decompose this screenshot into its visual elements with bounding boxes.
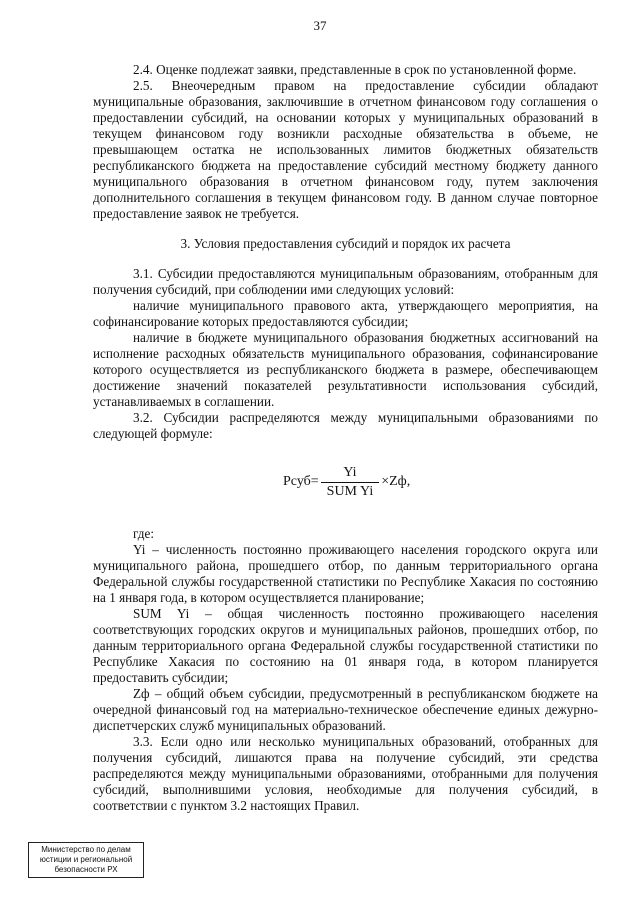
condition-item-1: наличие муниципального правового акта, утверждающего мероприятия, на софинансирование которых предоставляются субсидии; bbox=[93, 298, 598, 329]
document-body bbox=[93, 62, 598, 814]
definition-sum-yi: SUM Yi – общая численность постоянно проживающего населения соответствующих городских округов и муниципальных районов, прошедших отбор, по данным территориального органа Федеральной службы государственной статистики по Республике Хакасия по состоянию на 01 января года, в котором планируется предоставить субсидии; bbox=[93, 606, 598, 685]
paragraph-3-2: 3.2. Субсидии распределяются между муниципальными образованиями по следующей формуле: bbox=[93, 410, 598, 441]
formula-fraction bbox=[321, 464, 380, 501]
page-number: 37 bbox=[313, 18, 327, 33]
stamp-line: безопасности РХ bbox=[54, 865, 118, 874]
where-label: где: bbox=[133, 526, 154, 541]
formula-denominator: SUM Yi bbox=[326, 483, 374, 499]
formula-lhs: Pсуб= bbox=[283, 474, 319, 489]
paragraph-2-5: 2.5. Внеочередным правом на предоставление субсидии обладают муниципальные образования, заключившие в отчетном финансовом году соглашения о предоставлении субсидий, на основании которых у муниципальных образований в текущем финансовом году возникли расходные обязательства в объеме, не превышающем остатка не использованных лимитов бюджетных обязательств республиканского бюджета на предоставление субсидий местному бюджету данного муниципального образования в отчетном финансовом году, путем заключения дополнительного соглашения в текущем финансовом году. В данном случае повторное предоставление заявок не требуется. bbox=[93, 78, 598, 221]
section-heading: 3. Условия предоставления субсидий и порядок их расчета bbox=[180, 236, 511, 251]
formula-numerator: Yi bbox=[343, 464, 357, 480]
paragraph-3-1: 3.1. Субсидии предоставляются муниципальным образованиям, отобранным для получения субсидий, при соблюдении ими следующих условий: bbox=[93, 266, 598, 297]
stamp-line: юстиции и региональной bbox=[39, 855, 133, 864]
definition-zf: Zф – общий объем субсидии, предусмотренный в республиканском бюджете на очередной финансовый год на материально-техническое обеспечение единых дежурно-диспетчерских служб муниципальных образований. bbox=[93, 686, 598, 733]
condition-item-2: наличие в бюджете муниципального образования бюджетных ассигнований на исполнение расходных обязательств муниципального образования, софинансирование которого осуществляется из республиканского бюджета в размере, обеспечивающем достижение значений показателей результативности использования субсидий, устанавливаемых в соглашении. bbox=[93, 330, 598, 409]
definition-yi: Yi – численность постоянно проживающего населения городского округа или муниципального района, прошедшего отбор, по данным территориального органа Федеральной службы государственной статистики по Республике Хакасия по состоянию на 1 января года, в котором осуществляется планирование; bbox=[93, 542, 598, 605]
stamp-line: Министерство по делам bbox=[41, 845, 131, 854]
paragraph-3-3: 3.3. Если одно или несколько муниципальных образований, отобранных для получения субсидий, лишаются права на получение субсидий, эти средства распределяются между муниципальными образованиями, отобранными для получения субсидий, выполнившими условия, необходимые для получения субсидий, в соответствии с пунктом 3.2 настоящих Правил. bbox=[93, 734, 598, 813]
formula bbox=[93, 460, 598, 504]
paragraph-2-4: 2.4. Оценке подлежат заявки, представленные в срок по установленной форме. bbox=[133, 62, 577, 77]
formula-rhs: ×Zф, bbox=[381, 474, 411, 489]
ministry-stamp bbox=[28, 842, 144, 878]
